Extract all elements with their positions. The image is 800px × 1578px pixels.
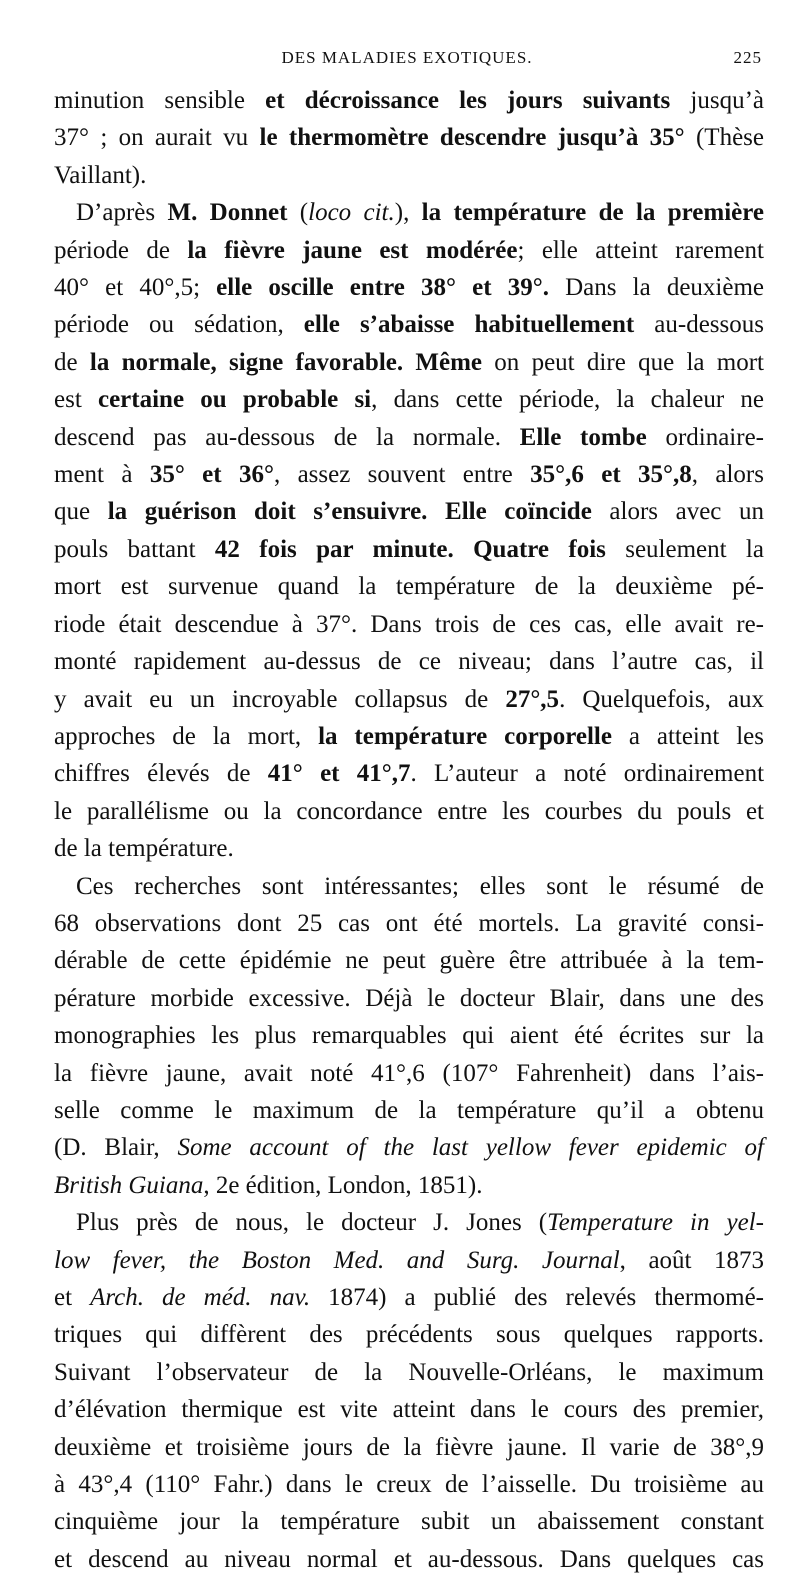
text-segment: Vaillant).: [54, 161, 147, 189]
text-line: [54, 830, 764, 867]
text-segment: cinquième jour la température subit un abaissement constant: [54, 1508, 764, 1536]
text-segment: le thermomètre descendre jusqu’à 35°: [259, 124, 685, 152]
text-segment: la fièvre jaune est modérée: [187, 236, 518, 264]
text-line: [54, 381, 764, 418]
text-segment: monographies les plus remarquables qui aient été écrites sur la: [54, 1022, 764, 1050]
text-segment: , assez souvent entre: [273, 461, 531, 489]
text-line: [54, 1204, 764, 1241]
text-segment: la guérison doit s’ensuivre. Elle coïncide: [107, 498, 592, 526]
text-line: [54, 306, 764, 343]
running-title: DES MALADIES EXOTIQUES.: [281, 48, 533, 67]
text-segment: 37° ; on aurait vu: [54, 124, 260, 152]
text-segment: Arch. de méd. nav.: [90, 1284, 311, 1311]
text-line: [54, 157, 764, 194]
text-segment: 35° et 36°: [149, 461, 274, 489]
text-line: [54, 568, 764, 605]
text-segment: British Guiana: [54, 1171, 204, 1199]
text-segment: Elle tombe: [519, 423, 647, 451]
text-segment: Some account of the last yellow fever epidemic of: [177, 1134, 764, 1162]
text-line: [54, 1391, 764, 1428]
text-segment: , alors: [691, 461, 764, 489]
text-segment: pérature morbide excessive. Déjà le docteur Blair, dans une des: [54, 984, 764, 1012]
running-head: [52, 48, 762, 76]
text-segment: ),: [394, 199, 422, 227]
text-segment: Ces recherches sont intéressantes; elles sont le résumé de: [76, 872, 764, 900]
text-segment: à 43°,4 (110° Fahr.) dans le creux de l’aisselle. Du troisième au: [54, 1471, 764, 1499]
text-segment: pouls battant: [54, 535, 215, 563]
text-line: [54, 980, 764, 1017]
text-line: [54, 419, 764, 456]
text-line: [54, 1129, 764, 1166]
text-segment: . Quelquefois, aux: [559, 685, 764, 713]
text-segment: Suivant l’observateur de la Nouvelle-Orléans, le maximum: [54, 1358, 764, 1386]
text-segment: a atteint les: [611, 722, 764, 750]
text-segment: 1874) a publié des relevés thermomé-: [310, 1284, 765, 1311]
text-line: [54, 493, 764, 530]
text-segment: Plus près de nous, le docteur J. Jones (: [76, 1209, 548, 1237]
text-line: [54, 1092, 764, 1129]
text-segment: descend pas au-dessous de la normale.: [54, 423, 520, 451]
text-segment: minution sensible: [54, 87, 266, 114]
text-line: [54, 681, 764, 718]
text-segment: 27°,5: [505, 685, 560, 713]
text-segment: on peut dire que la mort: [482, 348, 765, 376]
text-line: [54, 793, 764, 830]
text-segment: 68 observations dont 25 cas ont été mortels. La gravité consi-: [54, 909, 764, 937]
text-segment: et: [54, 1284, 91, 1311]
text-segment: la température corporelle: [318, 722, 612, 750]
text-line: [54, 344, 764, 381]
text-segment: ment à: [54, 461, 150, 489]
text-line: [54, 718, 764, 755]
text-line: [54, 1242, 764, 1279]
text-line: [54, 1167, 764, 1204]
text-segment: approches de la mort,: [54, 722, 319, 750]
text-line: [54, 755, 764, 792]
text-segment: 41° et 41°,7: [267, 760, 411, 788]
text-segment: seulement la: [605, 535, 764, 563]
text-line: [54, 232, 764, 269]
text-segment: et décroissance les jours suivants: [265, 87, 671, 114]
text-segment: M. Donnet: [167, 199, 288, 227]
text-segment: la température de la première: [421, 199, 764, 227]
text-line: [54, 868, 764, 905]
text-segment: de: [54, 348, 90, 376]
text-segment: riode était descendue à 37°. Dans trois de ces cas, elle avait re-: [54, 610, 764, 638]
text-segment: et descend au niveau normal et au-dessous. Dans quelques cas: [54, 1545, 764, 1573]
text-line: [54, 1055, 764, 1092]
text-segment: 35°,6 et 35°,8: [530, 461, 692, 489]
text-segment: monté rapidement au-dessus de ce niveau; dans l’autre cas, il: [54, 648, 764, 676]
page-number: 225: [733, 48, 762, 67]
text-line: [54, 1017, 764, 1054]
text-segment: est: [54, 386, 98, 414]
body-text: [54, 82, 764, 1578]
text-line: [54, 531, 764, 568]
text-segment: elle oscille entre 38° et 39°.: [216, 274, 549, 302]
text-segment: D’après: [76, 199, 168, 227]
text-segment: (Thèse: [684, 124, 764, 152]
text-segment: dérable de cette épidémie ne peut guère être attribuée à la tem-: [54, 947, 764, 975]
text-segment: loco cit.: [308, 199, 395, 227]
text-segment: deuxième et troisième jours de la fièvre jaune. Il varie de 38°,9: [54, 1433, 764, 1461]
text-line: [54, 1466, 764, 1503]
text-segment: la fièvre jaune, avait noté 41°,6 (107° Fahrenheit) dans l’ais-: [54, 1059, 764, 1087]
text-segment: (: [287, 199, 309, 227]
text-line: [54, 456, 764, 493]
text-line: [54, 1354, 764, 1391]
text-segment: mort est survenue quand la température de la deuxième pé-: [54, 573, 764, 601]
text-segment: (D. Blair,: [54, 1134, 178, 1162]
text-segment: alors avec un: [591, 498, 764, 526]
text-segment: certaine ou probable si: [97, 386, 372, 414]
text-line: [54, 1316, 764, 1353]
text-segment: que: [54, 498, 108, 526]
text-segment: selle comme le maximum de la température qu’il a obtenu: [54, 1096, 764, 1124]
text-segment: 40° et 40°,5;: [54, 274, 217, 302]
text-segment: période de: [54, 236, 188, 264]
text-segment: Temperature in yel-: [547, 1209, 764, 1237]
text-segment: ordinaire-: [646, 423, 764, 451]
text-segment: elle s’abaisse habituellement: [303, 311, 635, 339]
text-segment: la normale, signe favorable. Même: [89, 348, 483, 376]
text-segment: le parallélisme ou la concordance entre les courbes du pouls et: [54, 797, 764, 825]
text-segment: chiffres élevés de: [54, 760, 268, 788]
text-segment: 42 fois par minute. Quatre fois: [214, 535, 606, 563]
text-segment: de la température.: [54, 835, 234, 863]
text-line: [54, 1279, 764, 1316]
text-segment: triques qui diffèrent des précédents sous quelques rapports.: [54, 1321, 764, 1349]
text-segment: . L’auteur a noté ordinairement: [410, 760, 765, 788]
text-segment: jusqu’à: [670, 87, 764, 114]
text-line: [54, 82, 764, 119]
text-segment: d’élévation thermique est vite atteint dans le cours des premier,: [54, 1396, 764, 1424]
text-line: [54, 905, 764, 942]
text-segment: , 2e édition, London, 1851).: [203, 1171, 483, 1199]
text-line: [54, 1429, 764, 1466]
text-segment: ; elle atteint rarement: [517, 236, 765, 264]
text-segment: y avait eu un incroyable collapsus de: [54, 685, 506, 713]
text-line: [54, 119, 764, 156]
text-line: [54, 1541, 764, 1578]
text-line: [54, 942, 764, 979]
text-segment: , août 1873: [619, 1246, 764, 1274]
text-segment: , dans cette période, la chaleur ne: [371, 386, 764, 414]
text-segment: au-dessous: [634, 311, 764, 339]
text-line: [54, 269, 764, 306]
text-line: [54, 606, 764, 643]
text-line: [54, 194, 764, 231]
text-line: [54, 1503, 764, 1540]
text-line: [54, 643, 764, 680]
text-segment: Dans la deuxième: [548, 274, 765, 302]
text-segment: période ou sédation,: [54, 311, 304, 339]
text-segment: low fever, the Boston Med. and Surg. Journal: [54, 1246, 620, 1274]
